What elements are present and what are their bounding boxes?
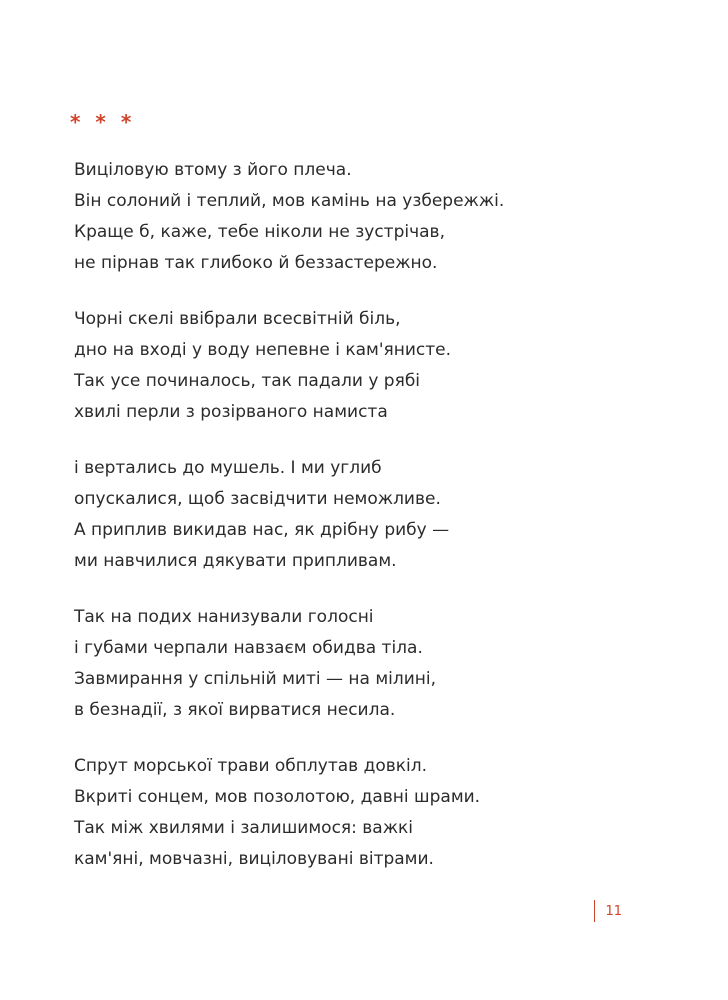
footer-divider [594,900,595,922]
poem-line: Спрут морської трави обплутав довкіл. [74,756,428,776]
poem [74,155,674,900]
stanza-5 [74,751,674,875]
stanza-ornament: * * * [70,110,136,134]
poem-line: Завмирання у спільній миті — на мілині, [74,669,437,689]
poem-line: опускалися, щоб засвідчити неможливе. [74,489,441,509]
stanza-2 [74,304,674,428]
poem-line: дно на вході у воду непевне і кам'янисте. [74,340,452,360]
poem-line: в безнадії, з якої вирватися несила. [74,700,396,720]
poem-line: хвилі перли з розірваного намиста [74,402,388,422]
poem-line: Так усе починалось, так падали у рябі [74,371,421,391]
poem-line: і вертались до мушель. І ми углиб [74,458,382,478]
poem-line: Краще б, каже, тебе ніколи не зустрічав, [74,222,445,242]
poem-line: і губами черпали навзаєм обидва тіла. [74,638,423,658]
poem-line: Він солоний і теплий, мов камінь на узбережжі. [74,191,505,211]
poem-line: Так на подих нанизували голосні [74,607,374,627]
poem-line: не пірнав так глибоко й беззастережно. [74,253,438,273]
poem-line: Вкриті сонцем, мов позолотою, давні шрами. [74,787,481,807]
poem-line: А приплив викидав нас, як дрібну рибу — [74,520,450,540]
page-number: 11 [605,903,622,919]
poem-line: Так між хвилями і залишимося: важкі [74,818,414,838]
poem-line: кам'яні, мовчазні, виціловувані вітрами. [74,849,434,869]
poem-line: ми навчилися дякувати припливам. [74,551,397,571]
page-footer [594,900,622,922]
poem-line: Виціловую втому з його плеча. [74,160,352,180]
stanza-1 [74,155,674,279]
stanza-3 [74,453,674,577]
stanza-4 [74,602,674,726]
poem-line: Чорні скелі ввібрали всесвітній біль, [74,309,401,329]
